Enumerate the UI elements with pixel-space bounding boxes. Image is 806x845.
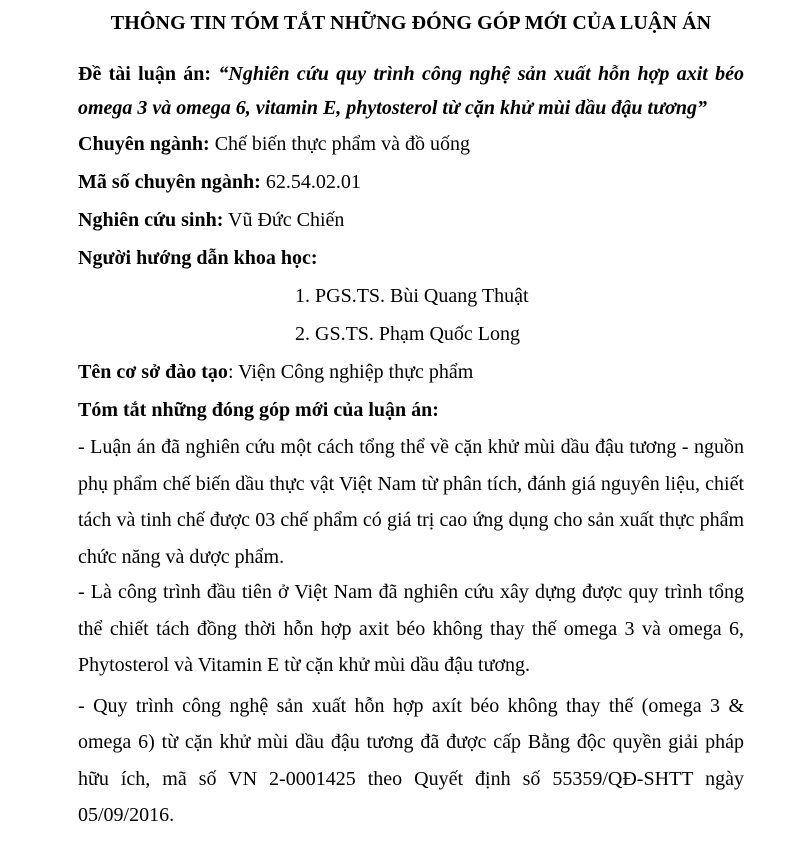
institution-value: : Viện Công nghiệp thực phẩm: [227, 361, 474, 383]
major-code-label: Mã số chuyên ngành:: [78, 171, 261, 193]
advisor-item: 1. PGS.TS. Bùi Quang Thuật: [295, 285, 529, 307]
major-value: Chế biến thực phẩm và đồ uống: [214, 133, 470, 155]
thesis-topic-label: Đề tài luận án:: [78, 63, 212, 85]
major-code-field: [78, 163, 744, 201]
summary-label: Tóm tắt những đóng góp mới của luận án:: [78, 399, 439, 421]
summary-paragraph: - Là công trình đầu tiên ở Việt Nam đã nghiên cứu xây dựng được quy trình tổng thể chiết tách đồng thời hỗn hợp axit béo không thay thế omega 3 và omega 6, Phytosterol và Vitamin E từ cặn khử mùi dầu đậu tương.: [78, 581, 744, 676]
institution-field: [78, 353, 744, 391]
major-label: Chuyên ngành:: [78, 133, 210, 155]
major-code-value: 62.54.02.01: [265, 171, 361, 193]
researcher-value: Vũ Đức Chiến: [228, 209, 345, 231]
researcher-label: Nghiên cứu sinh:: [78, 209, 224, 231]
major-field: [78, 125, 744, 163]
institution-label: Tên cơ sở đào tạo: [78, 361, 228, 383]
summary-paragraph: - Luận án đã nghiên cứu một cách tổng thể về cặn khử mùi dầu đậu tương - nguồn phụ phẩm chế biến dầu thực vật Việt Nam từ phân tích, đánh giá nguyên liệu, chiết tách và tinh chế được 03 chế phẩm có giá trị cao ứng dụng cho sản xuất thực phẩm chức năng và dược phẩm.: [78, 436, 744, 568]
summary-heading: [78, 391, 744, 429]
thesis-topic-value: “Nghiên cứu quy trình công nghệ sản xuất hỗn hợp axit béo omega 3 và omega 6, vitamin E, phytosterol từ cặn khử mùi dầu đậu tương”: [78, 63, 744, 119]
advisor-item: 2. GS.TS. Phạm Quốc Long: [295, 323, 520, 345]
thesis-topic: [78, 57, 744, 125]
advisors-label: Người hướng dẫn khoa học:: [78, 247, 318, 269]
summary-paragraph: - Quy trình công nghệ sản xuất hỗn hợp axít béo không thay thế (omega 3 & omega 6) từ cặn khử mùi dầu đậu tương đã được cấp Bằng độc quyền giải pháp hữu ích, mã số VN 2-0001425 theo Quyết định số 55359/QĐ-SHTT ngày 05/09/2016.: [78, 694, 744, 826]
document-title: THÔNG TIN TÓM TẮT NHỮNG ĐÓNG GÓP MỚI CỦA LUẬN ÁN: [110, 12, 712, 34]
advisors-field: [78, 239, 744, 277]
researcher-field: [78, 201, 744, 239]
